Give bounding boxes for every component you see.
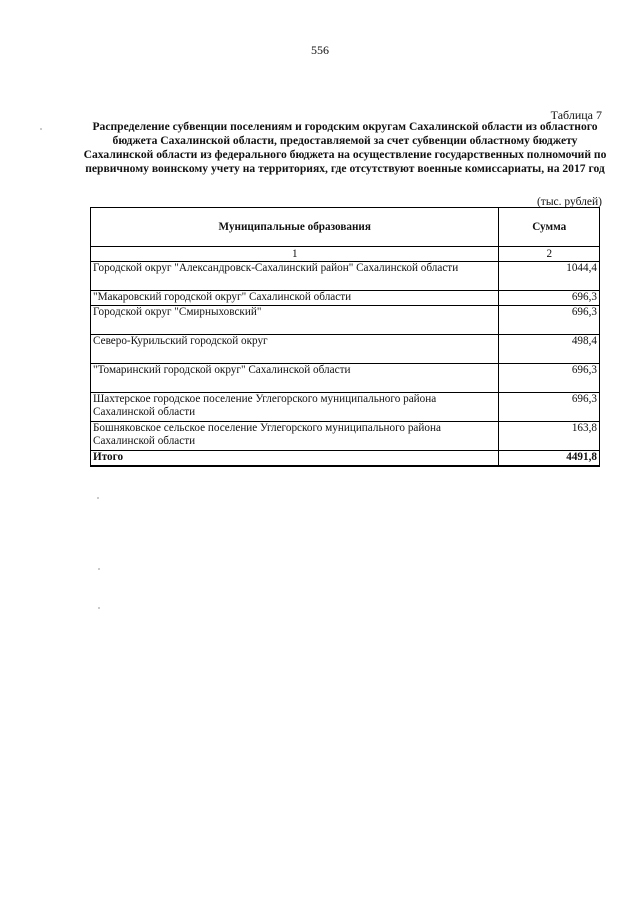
table-row: [91, 262, 600, 291]
column-number-1: 1: [91, 247, 499, 262]
row-name: "Макаровский городской округ" Сахалинской области: [91, 291, 499, 306]
row-name: Бошняковское сельское поселение Углегорского муниципального района Сахалинской области: [91, 422, 499, 451]
row-sum: 163,8: [499, 422, 600, 451]
row-sum: 696,3: [499, 393, 600, 422]
row-name: Северо-Курильский городской округ: [91, 335, 499, 364]
page-number: 556: [311, 43, 329, 57]
column-header-sum: Сумма: [499, 208, 600, 247]
table-row: [91, 291, 600, 306]
table-row: [91, 335, 600, 364]
row-sum: 696,3: [499, 364, 600, 393]
row-name: Шахтерское городское поселение Углегорского муниципального района Сахалинской области: [91, 393, 499, 422]
scan-speck: [98, 607, 100, 609]
table-label: Таблица 7: [550, 108, 602, 122]
column-header-name: Муниципальные образования: [91, 208, 499, 247]
column-number-2: 2: [499, 247, 600, 262]
row-name: Городской округ "Александровск-Сахалинский район" Сахалинской области: [91, 262, 499, 291]
total-label: Итого: [91, 451, 499, 467]
total-sum: 4491,8: [499, 451, 600, 467]
table-row: [91, 306, 600, 335]
scan-speck: [97, 497, 99, 499]
subvention-table: [90, 207, 600, 467]
header-row: [91, 208, 600, 247]
total-row: [91, 451, 600, 467]
scan-speck: [40, 128, 42, 130]
table-row: [91, 422, 600, 451]
table-row: [91, 364, 600, 393]
row-sum: 696,3: [499, 306, 600, 335]
units-label: (тыс. рублей): [536, 196, 602, 208]
scan-speck: [98, 568, 100, 570]
column-number-row: [91, 247, 600, 262]
row-sum: 1044,4: [499, 262, 600, 291]
row-sum: 696,3: [499, 291, 600, 306]
table-row: [91, 393, 600, 422]
document-title: Распределение субвенции поселениям и городским округам Сахалинской области из областного бюджета Сахалинской области, предоставляемой за счет субвенции областному бюджету Сахалинской области из федерального бюджета на осуществление государственных полномочий по первичному воинскому учету на территориях, где отсутствуют военные комиссариаты, на 2017 год: [83, 120, 607, 175]
row-sum: 498,4: [499, 335, 600, 364]
row-name: Городской округ "Смирныховский": [91, 306, 499, 335]
row-name: "Томаринский городской округ" Сахалинской области: [91, 364, 499, 393]
